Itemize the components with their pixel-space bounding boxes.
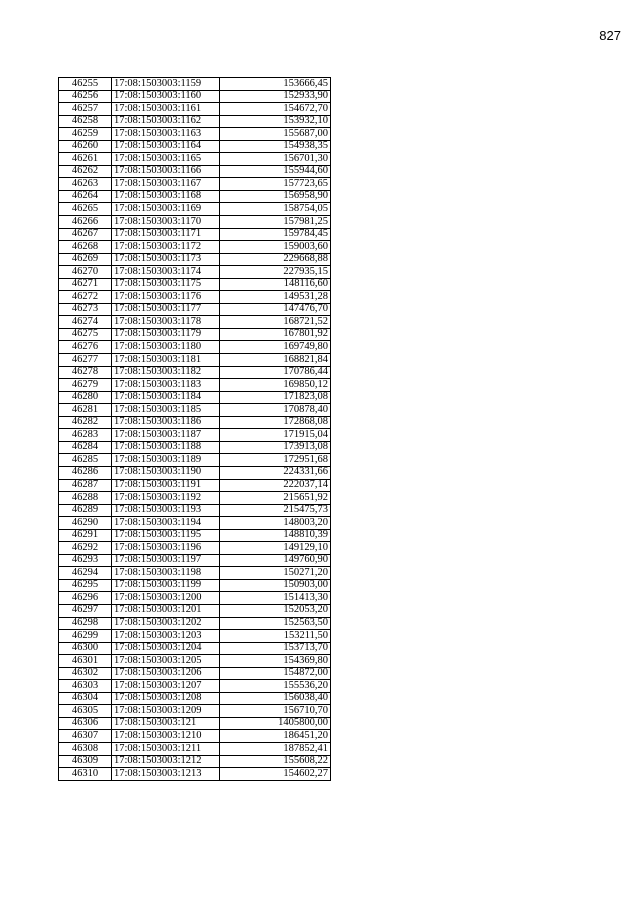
value-cell: 156038,40: [220, 692, 331, 705]
cadastral-number-cell: 17:08:1503003:1182: [112, 366, 220, 379]
row-number-cell: 46304: [59, 692, 112, 705]
value-cell: 150271,20: [220, 567, 331, 580]
value-cell: 158754,05: [220, 203, 331, 216]
table-row: [59, 178, 331, 191]
table-row: [59, 379, 331, 392]
value-cell: 167801,92: [220, 328, 331, 341]
table-row: [59, 366, 331, 379]
row-number-cell: 46297: [59, 604, 112, 617]
table-row: [59, 742, 331, 755]
row-number-cell: 46258: [59, 115, 112, 128]
value-cell: 153713,70: [220, 642, 331, 655]
value-cell: 156710,70: [220, 705, 331, 718]
cadastral-number-cell: 17:08:1503003:1196: [112, 542, 220, 555]
table-row: [59, 479, 331, 492]
value-cell: 187852,41: [220, 742, 331, 755]
cadastral-number-cell: 17:08:1503003:1159: [112, 78, 220, 91]
table-row: [59, 542, 331, 555]
row-number-cell: 46300: [59, 642, 112, 655]
row-number-cell: 46276: [59, 341, 112, 354]
cadastral-number-cell: 17:08:1503003:1170: [112, 216, 220, 229]
row-number-cell: 46269: [59, 253, 112, 266]
value-cell: 171915,04: [220, 429, 331, 442]
value-cell: 151413,30: [220, 592, 331, 605]
value-cell: 168821,84: [220, 354, 331, 367]
cadastral-number-cell: 17:08:1503003:1188: [112, 441, 220, 454]
table-row: [59, 730, 331, 743]
cadastral-number-cell: 17:08:1503003:1207: [112, 680, 220, 693]
cadastral-number-cell: 17:08:1503003:1177: [112, 303, 220, 316]
row-number-cell: 46279: [59, 379, 112, 392]
table-row: [59, 115, 331, 128]
value-cell: 171823,08: [220, 391, 331, 404]
cadastral-number-cell: 17:08:1503003:1169: [112, 203, 220, 216]
value-cell: 170878,40: [220, 404, 331, 417]
table-row: [59, 190, 331, 203]
row-number-cell: 46309: [59, 755, 112, 768]
row-number-cell: 46272: [59, 291, 112, 304]
value-cell: 149531,28: [220, 291, 331, 304]
table-row: [59, 128, 331, 141]
cadastral-number-cell: 17:08:1503003:1180: [112, 341, 220, 354]
cadastral-number-cell: 17:08:1503003:1171: [112, 228, 220, 241]
value-cell: 154872,00: [220, 667, 331, 680]
row-number-cell: 46293: [59, 554, 112, 567]
row-number-cell: 46291: [59, 529, 112, 542]
cadastral-number-cell: 17:08:1503003:121: [112, 717, 220, 730]
cadastral-number-cell: 17:08:1503003:1178: [112, 316, 220, 329]
row-number-cell: 46282: [59, 416, 112, 429]
cadastral-table: [58, 77, 331, 781]
table-row: [59, 630, 331, 643]
row-number-cell: 46294: [59, 567, 112, 580]
value-cell: 152563,50: [220, 617, 331, 630]
row-number-cell: 46260: [59, 140, 112, 153]
cadastral-number-cell: 17:08:1503003:1208: [112, 692, 220, 705]
table-row: [59, 391, 331, 404]
row-number-cell: 46278: [59, 366, 112, 379]
cadastral-number-cell: 17:08:1503003:1202: [112, 617, 220, 630]
table-row: [59, 717, 331, 730]
table-row: [59, 768, 331, 781]
value-cell: 149760,90: [220, 554, 331, 567]
row-number-cell: 46301: [59, 655, 112, 668]
value-cell: 157981,25: [220, 216, 331, 229]
cadastral-number-cell: 17:08:1503003:1174: [112, 266, 220, 279]
value-cell: 155536,20: [220, 680, 331, 693]
value-cell: 159784,45: [220, 228, 331, 241]
table-row: [59, 78, 331, 91]
cadastral-number-cell: 17:08:1503003:1198: [112, 567, 220, 580]
value-cell: 229668,88: [220, 253, 331, 266]
table-row: [59, 241, 331, 254]
value-cell: 168721,52: [220, 316, 331, 329]
table-row: [59, 517, 331, 530]
row-number-cell: 46264: [59, 190, 112, 203]
cadastral-number-cell: 17:08:1503003:1167: [112, 178, 220, 191]
value-cell: 148003,20: [220, 517, 331, 530]
table-row: [59, 291, 331, 304]
value-cell: 148116,60: [220, 278, 331, 291]
row-number-cell: 46270: [59, 266, 112, 279]
value-cell: 153211,50: [220, 630, 331, 643]
cadastral-number-cell: 17:08:1503003:1186: [112, 416, 220, 429]
cadastral-number-cell: 17:08:1503003:1179: [112, 328, 220, 341]
cadastral-number-cell: 17:08:1503003:1162: [112, 115, 220, 128]
row-number-cell: 46285: [59, 454, 112, 467]
cadastral-number-cell: 17:08:1503003:1191: [112, 479, 220, 492]
table-row: [59, 228, 331, 241]
cadastral-number-cell: 17:08:1503003:1181: [112, 354, 220, 367]
value-cell: 152933,90: [220, 90, 331, 103]
cadastral-number-cell: 17:08:1503003:1204: [112, 642, 220, 655]
cadastral-number-cell: 17:08:1503003:1203: [112, 630, 220, 643]
table-row: [59, 266, 331, 279]
cadastral-number-cell: 17:08:1503003:1193: [112, 504, 220, 517]
row-number-cell: 46265: [59, 203, 112, 216]
row-number-cell: 46257: [59, 103, 112, 116]
row-number-cell: 46306: [59, 717, 112, 730]
table-row: [59, 316, 331, 329]
row-number-cell: 46290: [59, 517, 112, 530]
table-row: [59, 278, 331, 291]
row-number-cell: 46275: [59, 328, 112, 341]
page-number: 827: [599, 28, 621, 43]
cadastral-number-cell: 17:08:1503003:1165: [112, 153, 220, 166]
table-row: [59, 441, 331, 454]
cadastral-number-cell: 17:08:1503003:1205: [112, 655, 220, 668]
value-cell: 170786,44: [220, 366, 331, 379]
table-row: [59, 642, 331, 655]
cadastral-number-cell: 17:08:1503003:1209: [112, 705, 220, 718]
value-cell: 172951,68: [220, 454, 331, 467]
value-cell: 1405800,00: [220, 717, 331, 730]
table-row: [59, 429, 331, 442]
value-cell: 154938,35: [220, 140, 331, 153]
row-number-cell: 46292: [59, 542, 112, 555]
table-row: [59, 303, 331, 316]
value-cell: 149129,10: [220, 542, 331, 555]
cadastral-number-cell: 17:08:1503003:1160: [112, 90, 220, 103]
table-row: [59, 328, 331, 341]
cadastral-number-cell: 17:08:1503003:1166: [112, 165, 220, 178]
row-number-cell: 46295: [59, 579, 112, 592]
table-row: [59, 341, 331, 354]
cadastral-number-cell: 17:08:1503003:1211: [112, 742, 220, 755]
table-row: [59, 153, 331, 166]
cadastral-number-cell: 17:08:1503003:1184: [112, 391, 220, 404]
value-cell: 222037,14: [220, 479, 331, 492]
value-cell: 156701,30: [220, 153, 331, 166]
table-row: [59, 103, 331, 116]
row-number-cell: 46289: [59, 504, 112, 517]
row-number-cell: 46303: [59, 680, 112, 693]
value-cell: 224331,66: [220, 466, 331, 479]
row-number-cell: 46307: [59, 730, 112, 743]
row-number-cell: 46288: [59, 492, 112, 505]
row-number-cell: 46298: [59, 617, 112, 630]
cadastral-number-cell: 17:08:1503003:1189: [112, 454, 220, 467]
table-row: [59, 492, 331, 505]
cadastral-number-cell: 17:08:1503003:1192: [112, 492, 220, 505]
table-row: [59, 692, 331, 705]
row-number-cell: 46296: [59, 592, 112, 605]
table-row: [59, 354, 331, 367]
value-cell: 215651,92: [220, 492, 331, 505]
value-cell: 153666,45: [220, 78, 331, 91]
row-number-cell: 46277: [59, 354, 112, 367]
cadastral-number-cell: 17:08:1503003:1161: [112, 103, 220, 116]
row-number-cell: 46267: [59, 228, 112, 241]
value-cell: 154672,70: [220, 103, 331, 116]
table-row: [59, 504, 331, 517]
value-cell: 154369,80: [220, 655, 331, 668]
value-cell: 155944,60: [220, 165, 331, 178]
value-cell: 153932,10: [220, 115, 331, 128]
table-row: [59, 165, 331, 178]
cadastral-number-cell: 17:08:1503003:1187: [112, 429, 220, 442]
value-cell: 215475,73: [220, 504, 331, 517]
row-number-cell: 46299: [59, 630, 112, 643]
row-number-cell: 46286: [59, 466, 112, 479]
table-row: [59, 529, 331, 542]
value-cell: 155608,22: [220, 755, 331, 768]
table-row: [59, 466, 331, 479]
value-cell: 173913,08: [220, 441, 331, 454]
cadastral-number-cell: 17:08:1503003:1194: [112, 517, 220, 530]
cadastral-number-cell: 17:08:1503003:1200: [112, 592, 220, 605]
value-cell: 227935,15: [220, 266, 331, 279]
row-number-cell: 46263: [59, 178, 112, 191]
table-row: [59, 592, 331, 605]
row-number-cell: 46273: [59, 303, 112, 316]
cadastral-number-cell: 17:08:1503003:1175: [112, 278, 220, 291]
cadastral-number-cell: 17:08:1503003:1195: [112, 529, 220, 542]
value-cell: 155687,00: [220, 128, 331, 141]
row-number-cell: 46268: [59, 241, 112, 254]
cadastral-number-cell: 17:08:1503003:1201: [112, 604, 220, 617]
row-number-cell: 46281: [59, 404, 112, 417]
row-number-cell: 46255: [59, 78, 112, 91]
table-row: [59, 203, 331, 216]
table-row: [59, 140, 331, 153]
cadastral-number-cell: 17:08:1503003:1183: [112, 379, 220, 392]
value-cell: 154602,27: [220, 768, 331, 781]
table-row: [59, 567, 331, 580]
table-row: [59, 617, 331, 630]
table-row: [59, 404, 331, 417]
cadastral-number-cell: 17:08:1503003:1206: [112, 667, 220, 680]
value-cell: 159003,60: [220, 241, 331, 254]
value-cell: 172868,08: [220, 416, 331, 429]
table-row: [59, 680, 331, 693]
table-row: [59, 554, 331, 567]
cadastral-number-cell: 17:08:1503003:1190: [112, 466, 220, 479]
value-cell: 147476,70: [220, 303, 331, 316]
value-cell: 157723,65: [220, 178, 331, 191]
cadastral-number-cell: 17:08:1503003:1212: [112, 755, 220, 768]
cadastral-number-cell: 17:08:1503003:1199: [112, 579, 220, 592]
row-number-cell: 46283: [59, 429, 112, 442]
row-number-cell: 46266: [59, 216, 112, 229]
row-number-cell: 46262: [59, 165, 112, 178]
table-row: [59, 416, 331, 429]
cadastral-number-cell: 17:08:1503003:1197: [112, 554, 220, 567]
table-row: [59, 755, 331, 768]
table-row: [59, 216, 331, 229]
table-row: [59, 90, 331, 103]
row-number-cell: 46280: [59, 391, 112, 404]
row-number-cell: 46284: [59, 441, 112, 454]
row-number-cell: 46308: [59, 742, 112, 755]
cadastral-number-cell: 17:08:1503003:1163: [112, 128, 220, 141]
value-cell: 152053,20: [220, 604, 331, 617]
value-cell: 150903,00: [220, 579, 331, 592]
cadastral-number-cell: 17:08:1503003:1172: [112, 241, 220, 254]
row-number-cell: 46256: [59, 90, 112, 103]
table-row: [59, 705, 331, 718]
row-number-cell: 46274: [59, 316, 112, 329]
value-cell: 156958,90: [220, 190, 331, 203]
table-row: [59, 655, 331, 668]
table-row: [59, 667, 331, 680]
cadastral-number-cell: 17:08:1503003:1168: [112, 190, 220, 203]
cadastral-number-cell: 17:08:1503003:1176: [112, 291, 220, 304]
row-number-cell: 46287: [59, 479, 112, 492]
value-cell: 148810,39: [220, 529, 331, 542]
table-row: [59, 604, 331, 617]
row-number-cell: 46259: [59, 128, 112, 141]
value-cell: 169850,12: [220, 379, 331, 392]
cadastral-number-cell: 17:08:1503003:1213: [112, 768, 220, 781]
row-number-cell: 46310: [59, 768, 112, 781]
cadastral-number-cell: 17:08:1503003:1164: [112, 140, 220, 153]
row-number-cell: 46302: [59, 667, 112, 680]
cadastral-number-cell: 17:08:1503003:1173: [112, 253, 220, 266]
cadastral-number-cell: 17:08:1503003:1210: [112, 730, 220, 743]
table-body: [59, 78, 331, 781]
row-number-cell: 46305: [59, 705, 112, 718]
row-number-cell: 46271: [59, 278, 112, 291]
table-row: [59, 253, 331, 266]
value-cell: 169749,80: [220, 341, 331, 354]
table-row: [59, 454, 331, 467]
table-row: [59, 579, 331, 592]
row-number-cell: 46261: [59, 153, 112, 166]
cadastral-number-cell: 17:08:1503003:1185: [112, 404, 220, 417]
value-cell: 186451,20: [220, 730, 331, 743]
